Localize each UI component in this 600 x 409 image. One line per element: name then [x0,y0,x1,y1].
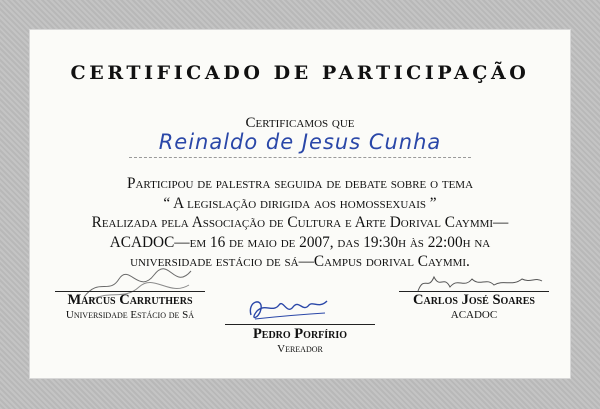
body-line: ACADOC—em 16 de maio de 2007, das 19:30h às 22:00h na [109,233,491,251]
certificate-paper [29,29,571,379]
name-underline [129,157,471,158]
intro-text: Certificamos que [245,115,355,131]
center-signatory-role: Vereador [277,343,323,355]
right-signatory-name: Carlos José Soares [413,292,535,308]
center-signature-line [225,324,375,325]
left-signatory-org: Universidade Estácio de Sá [65,309,195,321]
left-signatory [40,292,220,321]
center-signatory-name: Pedro Porfírio [252,326,348,342]
body-line: Realizada pela Associação de Cultura e Arte Dorival Caymmi— [91,214,509,231]
right-signatory [384,292,564,321]
body-line: Participou de palestra seguida de debate sobre o tema [126,175,474,192]
certificate-title: CERTIFICADO DE PARTICIPAÇÃO [70,62,530,84]
center-signature-scribble [243,291,333,325]
right-signatory-org: ACADOC [450,309,498,321]
body-line: universidade estácio de sá—Campus dorival Caymmi. [130,253,470,270]
certificate-body [49,174,551,272]
center-signatory [210,326,390,355]
participant-name: Reinaldo de Jesus Cunha [158,130,442,154]
left-signatory-name: Marcus Carruthers [67,292,193,308]
body-line: “ A legislação dirigida aos homossexuais ” [163,194,437,212]
